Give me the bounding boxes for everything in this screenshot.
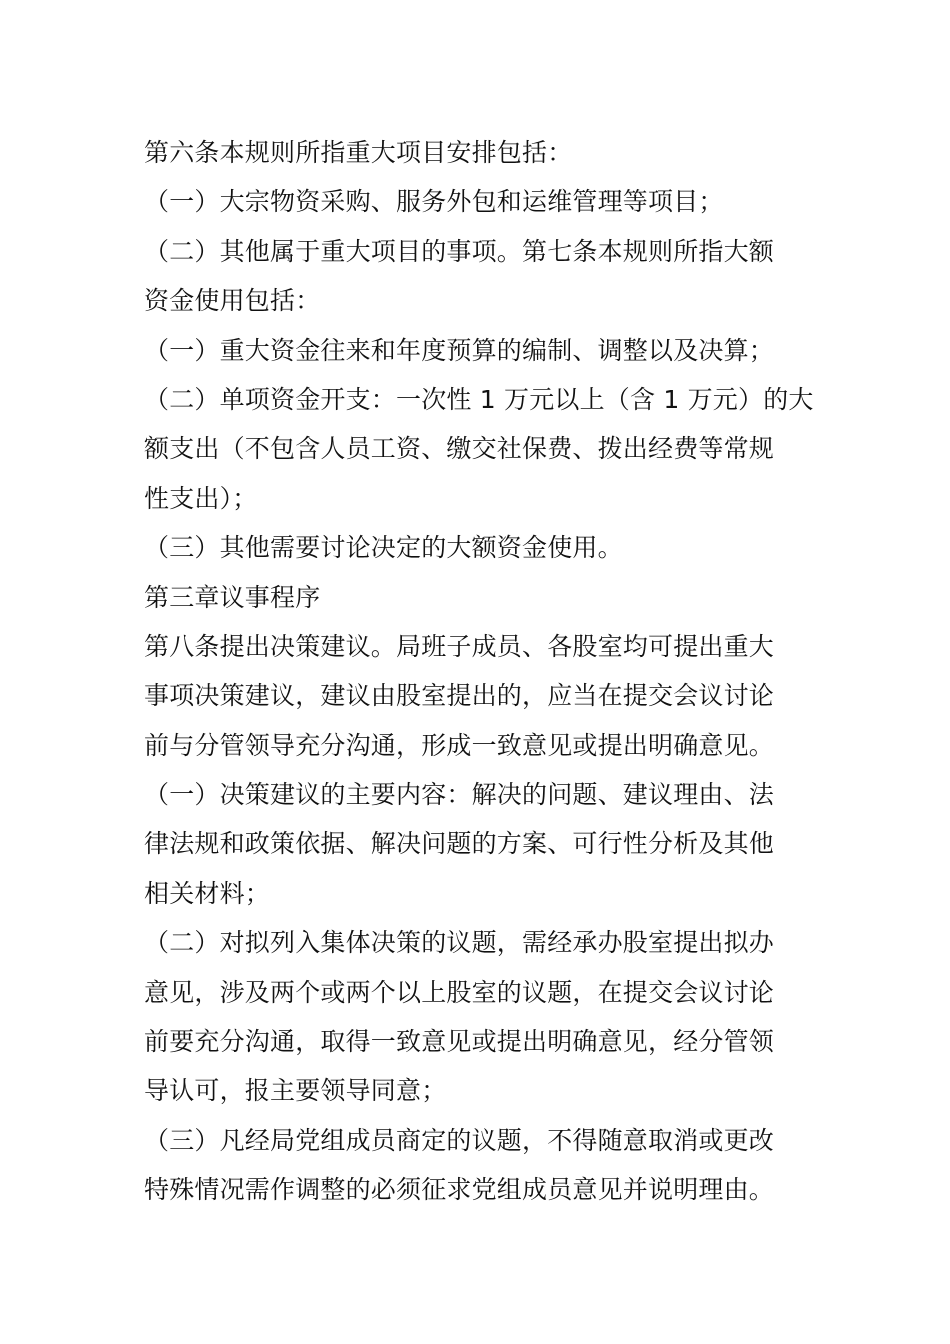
text-line: （二）单项资金开支：一次性 1 万元以上（含 1 万元）的大 <box>144 384 814 414</box>
text-line: 导认可，报主要领导同意； <box>144 1076 447 1106</box>
text-line: （二）对拟列入集体决策的议题，需经承办股室提出拟办 <box>144 928 775 958</box>
text-line: 第六条本规则所指重大项目安排包括： <box>144 138 573 167</box>
text-line: 相关材料； <box>144 878 271 908</box>
text-line: 前与分管领导充分沟通，形成一致意见或提出明确意见。 <box>144 730 775 760</box>
text-line: 律法规和政策依据、解决问题的方案、可行性分析及其他 <box>144 829 775 859</box>
text-line: （一）决策建议的主要内容：解决的问题、建议理由、法 <box>144 780 775 810</box>
chapter-heading: 第三章议事程序 <box>144 582 321 612</box>
text-line: （三）其他需要讨论决定的大额资金使用。 <box>144 533 623 563</box>
text-line: 资金使用包括： <box>144 286 321 316</box>
text-line: 性支出）； <box>144 483 258 513</box>
text-line: 额支出（不包含人员工资、缴交社保费、拨出经费等常规 <box>144 434 775 464</box>
text-line: 意见，涉及两个或两个以上股室的议题，在提交会议讨论 <box>144 977 775 1007</box>
text-line: （三）凡经局党组成员商定的议题，不得随意取消或更改 <box>144 1125 775 1155</box>
document-body <box>144 128 814 1215</box>
text-line: 第八条提出决策建议。局班子成员、各股室均可提出重大 <box>144 631 775 661</box>
text-line: 事项决策建议，建议由股室提出的，应当在提交会议讨论 <box>144 681 775 711</box>
text-line: 特殊情况需作调整的必须征求党组成员意见并说明理由。 <box>144 1175 775 1205</box>
text-line: （一）大宗物资采购、服务外包和运维管理等项目； <box>144 187 724 217</box>
text-line: （二）其他属于重大项目的事项。第七条本规则所指大额 <box>144 236 775 266</box>
text-line: （一）重大资金往来和年度预算的编制、调整以及决算； <box>144 335 775 365</box>
text-line: 前要充分沟通，取得一致意见或提出明确意见，经分管领 <box>144 1027 775 1057</box>
